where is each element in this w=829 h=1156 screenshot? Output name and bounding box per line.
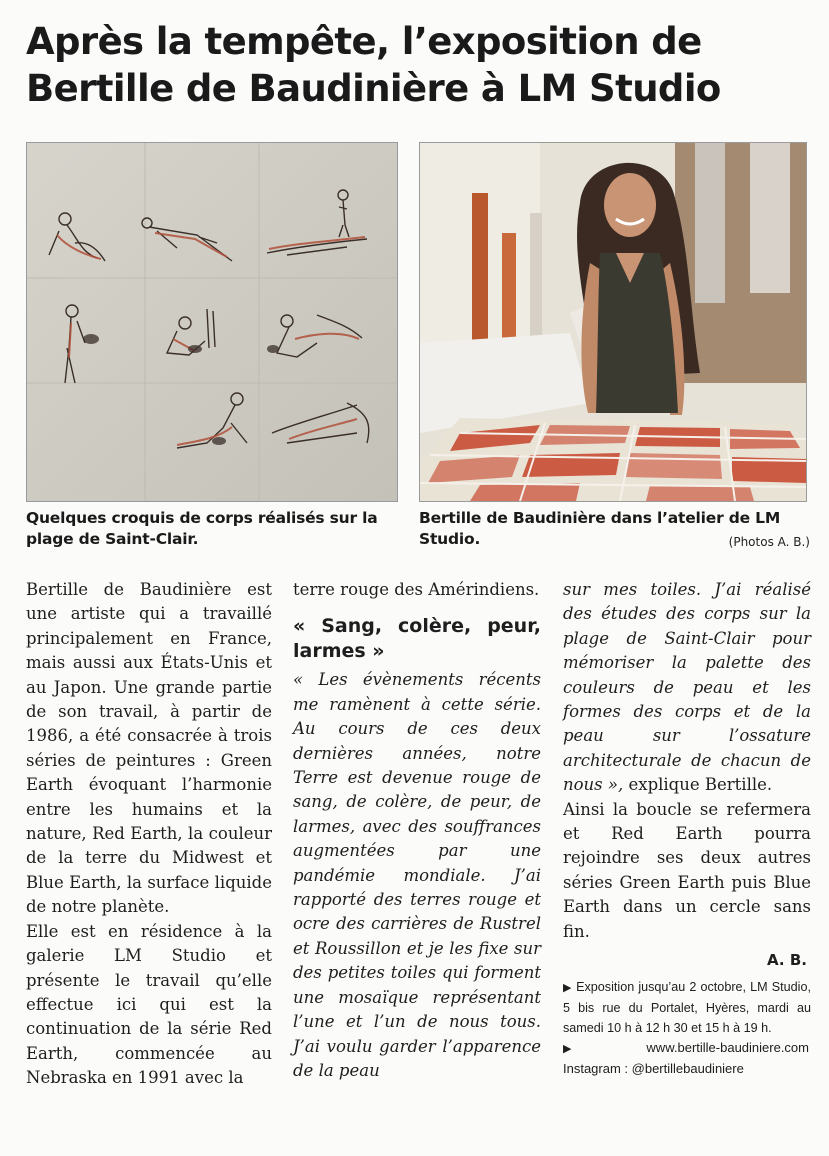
- quote-paragraph: [563, 578, 811, 798]
- paragraph: Bertille de Baudinière est une artiste qui a travaillé principalement en France, mais aussi aux États-Unis et au Japon. Une grande partie de son travail, à partir de 1986, a été consacrée à trois séries de peintures : Green Earth évoquant l’harmonie entre les humains et la nature, Red Earth, la couleur de la terre du Midwest et Blue Earth, la surface liquide de notre planète.: [26, 580, 272, 917]
- artist-caption: Bertille de Baudinière dans l’atelier de LM Studio.: [419, 509, 781, 548]
- article-column-1: [26, 578, 272, 1091]
- website-link[interactable]: www.bertille-baudiniere.com: [646, 1039, 809, 1055]
- quote-paragraph: « Les évènements récents me ramènent à cette série. Au cours de ces deux dernières années, notre Terre est devenue rouge de sang, de colère, de peur, de larmes, avec des souffrances augmentées par une pandémie mondiale. J’ai rapporté des terres rouge et ocre des carrières de Rustrel et Roussillon et je les fixe sur des petites toiles qui forment une mosaïque représentant l’une et l’un de nous tous. J’ai voulu garder l’apparence de la peau: [293, 670, 541, 1080]
- headline: Après la tempête, l’exposition de Bertille de Baudinière à LM Studio: [26, 20, 721, 110]
- triangle-bullet-icon: ▶: [563, 1042, 572, 1055]
- quote-attribution: explique Bertille.: [623, 775, 773, 795]
- exhibition-info-text: Exposition jusqu’au 2 octobre, LM Studio, 5 bis rue du Portalet, Hyères, mardi au samedi 10 h à 12 h 30 et 15 h à 19 h.: [563, 979, 811, 1035]
- instagram-handle[interactable]: Instagram : @bertillebaudiniere: [563, 1060, 744, 1076]
- website-line: [563, 1038, 811, 1059]
- artist-photo: [419, 142, 807, 502]
- author-signature: A. B.: [767, 951, 807, 970]
- photo-credit: (Photos A. B.): [728, 535, 810, 549]
- quote-end: sur mes toiles. J’ai réalisé des études des corps sur la plage de Saint-Clair pour mémoriser la palette des couleurs de peau et les formes des corps et de la peau sur l’ossature architecturale de chacun de nous »,: [563, 580, 811, 795]
- triangle-bullet-icon: ▶: [563, 981, 573, 994]
- sketches-photo: [26, 142, 398, 502]
- paragraph: Ainsi la boucle se refermera et Red Earth pourra rejoindre ses deux autres séries Green Earth puis Blue Earth dans un cercle sans fin.: [563, 799, 811, 941]
- paragraph: terre rouge des Amérindiens.: [293, 580, 540, 599]
- article-column-2: [293, 578, 541, 1083]
- sketches-illustration: [27, 143, 397, 501]
- subheading: « Sang, colère, peur, larmes »: [293, 615, 541, 663]
- exhibition-info: [563, 977, 811, 1038]
- paragraph: Elle est en résidence à la galerie LM Studio et présente le travail qu’elle effectue ici qui est la continuation de la série Red Earth, commencée au Nebraska en 1991 avec la: [26, 921, 272, 1088]
- artist-studio-illustration: [420, 143, 806, 501]
- sketches-caption: Quelques croquis de corps réalisés sur la plage de Saint-Clair.: [26, 509, 378, 548]
- article-column-3: [563, 578, 811, 1079]
